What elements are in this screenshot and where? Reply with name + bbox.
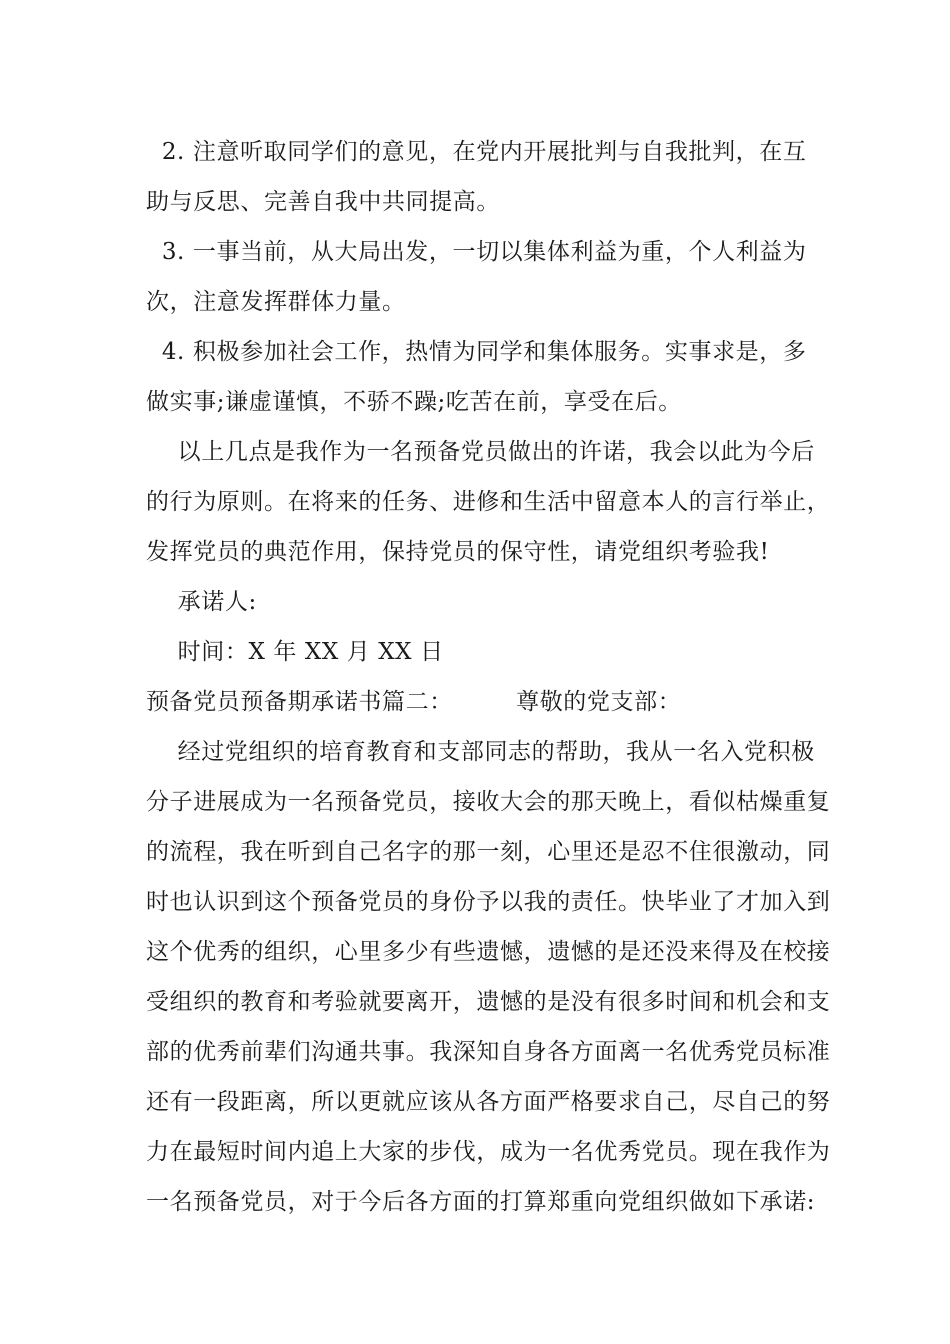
- text-line: 部的优秀前辈们沟通共事。我深知自身各方面离一名优秀党员标准: [146, 1039, 831, 1065]
- text-line: 做实事;谦虚谨慎，不骄不躁;吃苦在前，享受在后。: [146, 389, 682, 415]
- text-line: 4. 积极参加社会工作，热情为同学和集体服务。实事求是，多: [146, 339, 807, 365]
- text-line: 的行为原则。在将来的任务、进修和生活中留意本人的言行举止，: [146, 489, 831, 515]
- signature-label: 承诺人:: [146, 589, 257, 615]
- text-line: 还有一段距离，所以更就应该从各方面严格要求自己，尽自己的努: [146, 1089, 831, 1115]
- text-line: 经过党组织的培育教育和支部同志的帮助，我从一名入党积极: [146, 739, 815, 765]
- text-line: 的流程，我在听到自己名字的那一刻，心里还是忍不住很激动，同: [146, 839, 831, 865]
- text-line: 次，注意发挥群体力量。: [146, 289, 406, 315]
- text-line: 以上几点是我作为一名预备党员做出的许诺，我会以此为今后: [146, 439, 815, 465]
- date-line: 时间：X 年 XX 月 XX 日: [146, 639, 444, 665]
- text-line: 分子进展成为一名预备党员，接收大会的那天晚上，看似枯燥重复: [146, 789, 831, 815]
- text-line: 这个优秀的组织，心里多少有些遗憾，遗憾的是还没来得及在校接: [146, 939, 831, 965]
- text-line: 助与反思、完善自我中共同提高。: [146, 189, 500, 215]
- text-line: 发挥党员的典范作用，保持党员的保守性，请党组织考验我!: [146, 539, 770, 565]
- text-line: 受组织的教育和考验就要离开，遗憾的是没有很多时间和机会和支: [146, 989, 831, 1015]
- text-line: 时也认识到这个预备党员的身份予以我的责任。快毕业了才加入到: [146, 889, 831, 915]
- text-line: 2. 注意听取同学们的意见，在党内开展批判与自我批判，在互: [146, 139, 807, 165]
- text-line: 一名预备党员，对于今后各方面的打算郑重向党组织做如下承诺:: [146, 1189, 816, 1215]
- text-line: 3. 一事当前，从大局出发，一切以集体利益为重，个人利益为: [146, 239, 807, 265]
- text-line: 力在最短时间内追上大家的步伐，成为一名优秀党员。现在我作为: [146, 1139, 831, 1165]
- section-heading: 预备党员预备期承诺书篇二： 尊敬的党支部：: [146, 689, 682, 715]
